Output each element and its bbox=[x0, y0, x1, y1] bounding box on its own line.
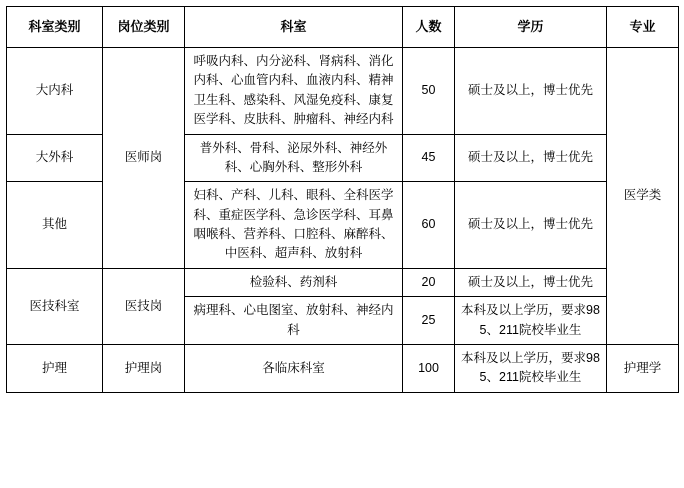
cell-post-type: 护理岗 bbox=[103, 344, 185, 392]
column-header-dept: 科室 bbox=[185, 7, 403, 48]
cell-dept-type: 其他 bbox=[7, 182, 103, 269]
cell-dept: 普外科、骨科、泌尿外科、神经外科、心胸外科、整形外科 bbox=[185, 134, 403, 182]
cell-dept: 呼吸内科、内分泌科、肾病科、消化内科、心血管内科、血液内科、精神卫生科、感染科、风湿免疫科、康复医学科、皮肤科、肿瘤科、神经内科 bbox=[185, 48, 403, 135]
cell-dept: 各临床科室 bbox=[185, 344, 403, 392]
cell-education: 本科及以上学历，要求985、211院校毕业生 bbox=[455, 297, 607, 345]
cell-major: 护理学 bbox=[607, 344, 679, 392]
cell-dept-type: 护理 bbox=[7, 344, 103, 392]
cell-education: 硕士及以上，博士优先 bbox=[455, 48, 607, 135]
column-header-education: 学历 bbox=[455, 7, 607, 48]
cell-dept: 妇科、产科、儿科、眼科、全科医学科、重症医学科、急诊医学科、耳鼻咽喉科、营养科、口腔科、麻醉科、中医科、超声科、放射科 bbox=[185, 182, 403, 269]
cell-count: 60 bbox=[403, 182, 455, 269]
cell-dept-type: 大外科 bbox=[7, 134, 103, 182]
table-header-row bbox=[7, 7, 679, 48]
column-header-dept-type: 科室类别 bbox=[7, 7, 103, 48]
cell-education: 本科及以上学历，要求985、211院校毕业生 bbox=[455, 344, 607, 392]
cell-count: 20 bbox=[403, 268, 455, 296]
cell-education: 硕士及以上，博士优先 bbox=[455, 268, 607, 296]
column-header-post-type: 岗位类别 bbox=[103, 7, 185, 48]
cell-education: 硕士及以上，博士优先 bbox=[455, 134, 607, 182]
table-header bbox=[7, 7, 679, 48]
cell-count: 50 bbox=[403, 48, 455, 135]
cell-education: 硕士及以上，博士优先 bbox=[455, 182, 607, 269]
cell-dept-type: 医技科室 bbox=[7, 268, 103, 344]
cell-count: 100 bbox=[403, 344, 455, 392]
table-row bbox=[7, 344, 679, 392]
table-row bbox=[7, 48, 679, 135]
table-body bbox=[7, 48, 679, 393]
cell-dept: 病理科、心电图室、放射科、神经内科 bbox=[185, 297, 403, 345]
cell-dept: 检验科、药剂科 bbox=[185, 268, 403, 296]
cell-post-type: 医师岗 bbox=[103, 48, 185, 269]
cell-count: 25 bbox=[403, 297, 455, 345]
cell-count: 45 bbox=[403, 134, 455, 182]
recruitment-table bbox=[6, 6, 679, 393]
table-row bbox=[7, 268, 679, 296]
column-header-major: 专业 bbox=[607, 7, 679, 48]
cell-major: 医学类 bbox=[607, 48, 679, 345]
column-header-count: 人数 bbox=[403, 7, 455, 48]
cell-post-type: 医技岗 bbox=[103, 268, 185, 344]
cell-dept-type: 大内科 bbox=[7, 48, 103, 135]
